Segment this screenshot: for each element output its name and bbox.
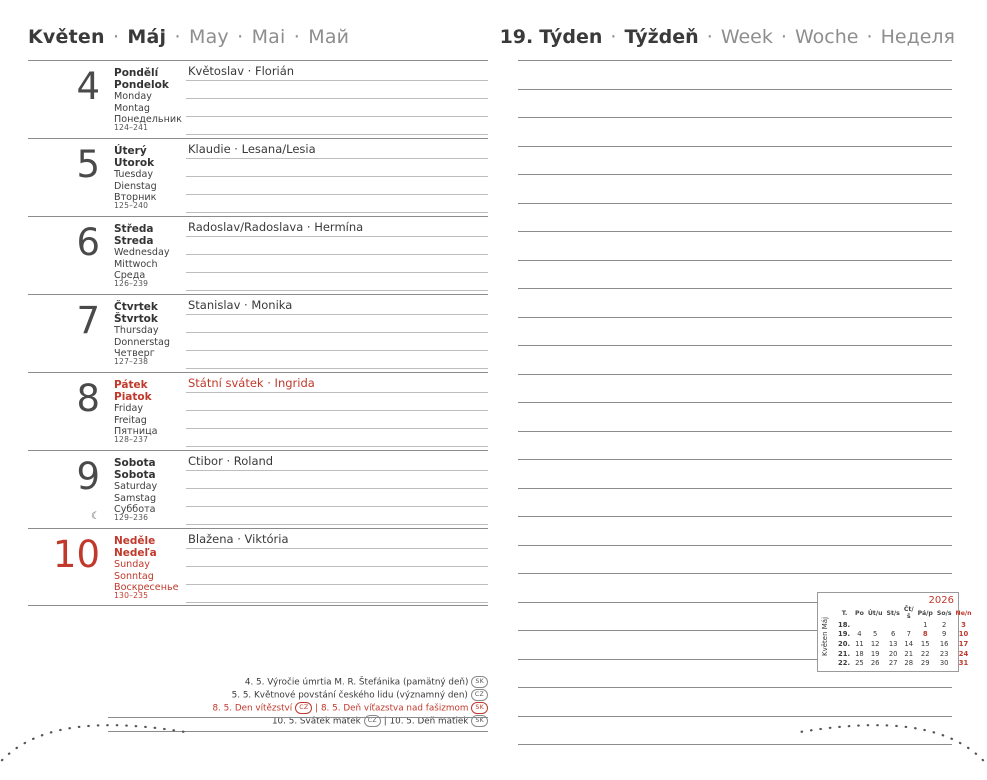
write-line[interactable] [186,177,488,195]
write-line[interactable] [186,237,488,255]
write-line[interactable] [518,90,952,119]
name-day-text: Klaudie · Lesana/Lesia [186,141,488,159]
header-month-sk: Máj [127,26,167,48]
header-sep-1: · [106,26,126,48]
day-name-block [114,224,192,282]
mini-day: 1 [923,620,928,629]
mini-week-number: 21. [838,649,851,658]
holiday-note-divider: | [383,716,390,727]
mini-col-thu: Čt/š [903,606,914,620]
write-line[interactable] [518,147,952,176]
day-name-cz: Neděle [114,535,156,547]
write-line[interactable] [186,195,488,213]
day-write-area[interactable] [186,297,488,369]
header-month-cz: Květen [28,26,105,48]
write-line[interactable] [518,204,952,233]
mini-calendar-month-label [821,607,834,665]
day-number: 6 [76,221,100,264]
mini-day: 4 [857,630,862,639]
day-ordinal-code: 128–237 [114,435,149,444]
day-name-en: Tuesday [114,169,154,181]
day-name-en: Saturday [114,481,158,493]
header-sep-2: · [168,26,187,48]
day-write-area[interactable] [186,531,488,603]
header-month-fr: Mai [251,26,286,48]
mini-day: 18 [855,649,864,658]
write-line[interactable] [518,175,952,204]
footer-divider [108,717,488,718]
holiday-note-divider: | [315,703,321,714]
mini-day: 28 [904,659,914,668]
name-day-text: Státní svátek · Ingrida [186,375,488,393]
day-name-en: Friday [114,403,144,415]
right-page-header [500,26,955,48]
mini-day [866,620,885,630]
mini-day: 2 [942,620,947,629]
day-name-de: Samstag [114,492,157,504]
day-entry[interactable] [28,372,488,450]
write-line[interactable] [518,403,952,432]
write-line[interactable] [186,585,488,603]
day-name-cz: Sobota [114,457,156,469]
mini-day: 13 [888,639,898,648]
name-day-text: Blažena · Viktória [186,531,488,549]
mini-calendar-table [836,606,974,668]
mini-col-sun: Ne/n [955,609,972,617]
day-name-cz: Čtvrtek [114,301,158,313]
mini-day: 10 [958,630,969,639]
mini-day: 11 [855,639,864,648]
mini-col-week: T. [841,609,848,617]
mini-day: 24 [958,649,969,658]
mini-day: 6 [891,630,896,639]
day-name-sk: Streda [114,234,154,247]
write-line[interactable] [518,717,952,746]
mini-day: 21 [904,649,914,658]
write-line[interactable] [186,273,488,291]
day-name-sk: Sobota [114,468,156,481]
header-week-de: Woche [795,26,859,48]
country-tag-cz: CZ [295,702,312,714]
mini-col-fri: Pá/p [917,609,933,617]
write-line[interactable] [518,460,952,489]
country-tag-cz: CZ [364,715,381,727]
mini-day: 14 [904,639,914,648]
mini-col-mon: Po [855,609,864,617]
write-line[interactable] [186,471,488,489]
name-day-text: Radoslav/Radoslava · Hermína [186,219,488,237]
write-line[interactable] [518,261,952,290]
day-name-ru: Суббота [114,504,156,516]
day-entry[interactable] [28,294,488,372]
mini-week-number: 18. [838,620,851,629]
mini-day: 29 [920,659,930,668]
day-name-block [114,536,192,594]
write-line[interactable] [186,393,488,411]
write-line[interactable] [186,411,488,429]
day-name-en: Thursday [114,325,159,337]
mini-calendar-row [836,620,974,630]
country-tag-cz: CZ [471,689,488,701]
day-write-area[interactable] [186,375,488,447]
day-name-en: Sunday [114,559,150,571]
write-line[interactable] [518,346,952,375]
mini-calendar-row [836,649,974,659]
day-number: 10 [52,533,100,576]
header-week-sk: Týždeň [624,26,699,48]
write-line[interactable] [518,318,952,347]
write-line[interactable] [186,255,488,273]
holiday-note-text: 10. 5. Svátek matek [271,716,361,727]
holiday-note [28,689,488,702]
write-line[interactable] [518,688,952,717]
day-name-block [114,458,192,516]
day-name-ru: Воскресенье [114,582,179,594]
day-number: 5 [76,143,100,186]
header-sep-3: · [230,26,250,48]
write-line[interactable] [518,60,952,90]
day-name-block [114,68,192,126]
write-line[interactable] [186,333,488,351]
header-week-ru: Неделя [880,26,955,48]
day-name-en: Wednesday [114,247,170,259]
day-write-area[interactable] [186,141,488,213]
day-name-de: Mittwoch [114,258,158,270]
day-name-ru: Пятница [114,426,158,438]
mini-calendar[interactable] [817,592,972,672]
day-name-block [114,302,192,360]
header-month-ru: Май [308,26,350,48]
day-name-sk: Piatok [114,390,152,403]
mini-day: 23 [939,649,949,658]
write-line[interactable] [186,315,488,333]
day-write-area[interactable] [186,219,488,291]
holiday-note-text-2: 8. 5. Deň víťazstva nad fašizmom [320,703,469,714]
write-line[interactable] [186,81,488,99]
day-name-ru: Четверг [114,348,155,360]
day-name-sk: Nedeľa [114,546,157,559]
day-ordinal-code: 127–238 [114,357,149,366]
day-ordinal-code: 124–241 [114,123,149,132]
day-name-sk: Pondelok [114,78,169,91]
day-number: 4 [76,65,100,108]
mini-day: 16 [939,639,949,648]
holiday-note-text: 5. 5. Květnové povstání českého lidu (významný den) [231,690,468,701]
mini-calendar-row [836,639,974,649]
day-number: 8 [76,377,100,420]
write-line[interactable] [518,546,952,575]
write-line[interactable] [186,507,488,525]
day-name-block [114,380,192,438]
holiday-note [28,676,488,689]
mini-day: 9 [942,630,947,639]
mini-month-cz: Květen [821,631,829,656]
holiday-note-text-2: 10. 5. Deň matiek [389,716,469,727]
country-tag-sk: SK [471,715,488,727]
holiday-notes [28,676,488,728]
day-name-en: Monday [114,91,152,103]
write-line[interactable] [186,567,488,585]
day-name-cz: Pondělí [114,67,159,79]
mini-day [853,620,866,630]
mini-day: 19 [870,649,880,658]
mini-day: 27 [888,659,898,668]
mini-col-wed: St/s [886,609,900,617]
mini-col-sat: So/s [936,609,952,617]
mini-calendar-row [836,658,974,668]
mini-calendar-header-row [836,606,974,620]
footer-divider [108,731,488,732]
day-entry[interactable] [28,528,488,606]
country-tag-sk: SK [471,702,488,714]
day-name-de: Sonntag [114,570,154,582]
day-entry[interactable] [28,216,488,294]
name-day-text: Ctibor · Roland [186,453,488,471]
write-line[interactable] [518,489,952,518]
mini-col-tue: Út/u [867,609,883,617]
day-write-area[interactable] [186,453,488,525]
day-ordinal-code: 126–239 [114,279,149,288]
day-entry[interactable] [28,450,488,528]
left-page-header [28,26,488,48]
mini-day: 7 [906,630,911,639]
mini-day: 22 [920,649,930,658]
header-week-number: 19. [499,26,534,48]
holiday-note-text: 4. 5. Výročie úmrtia M. R. Štefánika (pamätný deň) [244,677,469,688]
write-line[interactable] [186,159,488,177]
day-name-sk: Štvrtok [114,312,158,325]
day-entry[interactable] [28,60,488,138]
day-name-de: Montag [114,102,150,114]
header-sep-4: · [287,26,307,48]
day-name-cz: Úterý [114,145,147,157]
mini-day: 5 [873,630,878,639]
day-name-block [114,146,192,204]
mini-day: 15 [920,639,930,648]
day-name-de: Donnerstag [114,336,170,348]
moon-phase-icon: ☾ [91,511,100,522]
write-line[interactable] [518,232,952,261]
day-entry[interactable] [28,138,488,216]
mini-day [885,620,902,630]
mini-day: 25 [855,659,864,668]
holiday-note-text: 8. 5. Den vítězství [212,703,293,714]
name-day-text: Stanislav · Monika [186,297,488,315]
mini-week-number: 22. [838,659,851,668]
write-line[interactable] [186,489,488,507]
mini-calendar-year: 2026 [928,595,954,606]
write-line[interactable] [186,117,488,135]
header-sep-6: · [700,26,719,48]
name-day-text: Květoslav · Florián [186,63,488,81]
day-name-ru: Понедельник [114,114,182,126]
country-tag-sk: SK [471,676,488,688]
day-number: 7 [76,299,100,342]
holiday-note [28,702,488,715]
day-ordinal-code: 130–235 [114,591,149,600]
mini-day: 8 [922,630,928,639]
write-line[interactable] [186,99,488,117]
mini-week-number: 19. [838,630,851,639]
header-sep-5: · [604,26,623,48]
mini-day: 20 [888,649,898,658]
header-week-en: Week [720,26,773,48]
write-line[interactable] [518,517,952,546]
write-line[interactable] [518,375,952,404]
mini-day: 26 [870,659,880,668]
write-line[interactable] [518,432,952,461]
day-ordinal-code: 125–240 [114,201,149,210]
day-number: 9 [76,455,100,498]
mini-month-sk: Máj [821,616,829,629]
write-line[interactable] [518,289,952,318]
day-name-sk: Utorok [114,156,155,169]
day-name-de: Dienstag [114,180,157,192]
mini-week-number: 20. [838,639,851,648]
mini-day: 3 [961,620,966,629]
mini-calendar-row [836,630,974,640]
day-name-ru: Среда [114,270,146,282]
write-line[interactable] [186,351,488,369]
header-sep-7: · [774,26,793,48]
day-write-area[interactable] [186,63,488,135]
day-name-ru: Вторник [114,192,157,204]
header-week-cz: Týden [539,26,603,48]
mini-day: 30 [939,659,949,668]
header-sep-8: · [860,26,879,48]
mini-day [902,620,916,630]
day-name-cz: Středa [114,223,154,235]
mini-day: 31 [958,659,969,668]
day-name-de: Freitag [114,414,147,426]
write-line[interactable] [518,118,952,147]
day-name-cz: Pátek [114,379,148,391]
mini-day: 12 [870,639,880,648]
mini-day: 17 [958,639,969,648]
write-line[interactable] [186,429,488,447]
header-month-en: May [188,26,229,48]
write-line[interactable] [186,549,488,567]
day-list [28,60,488,606]
day-ordinal-code: 129–236 [114,513,149,522]
